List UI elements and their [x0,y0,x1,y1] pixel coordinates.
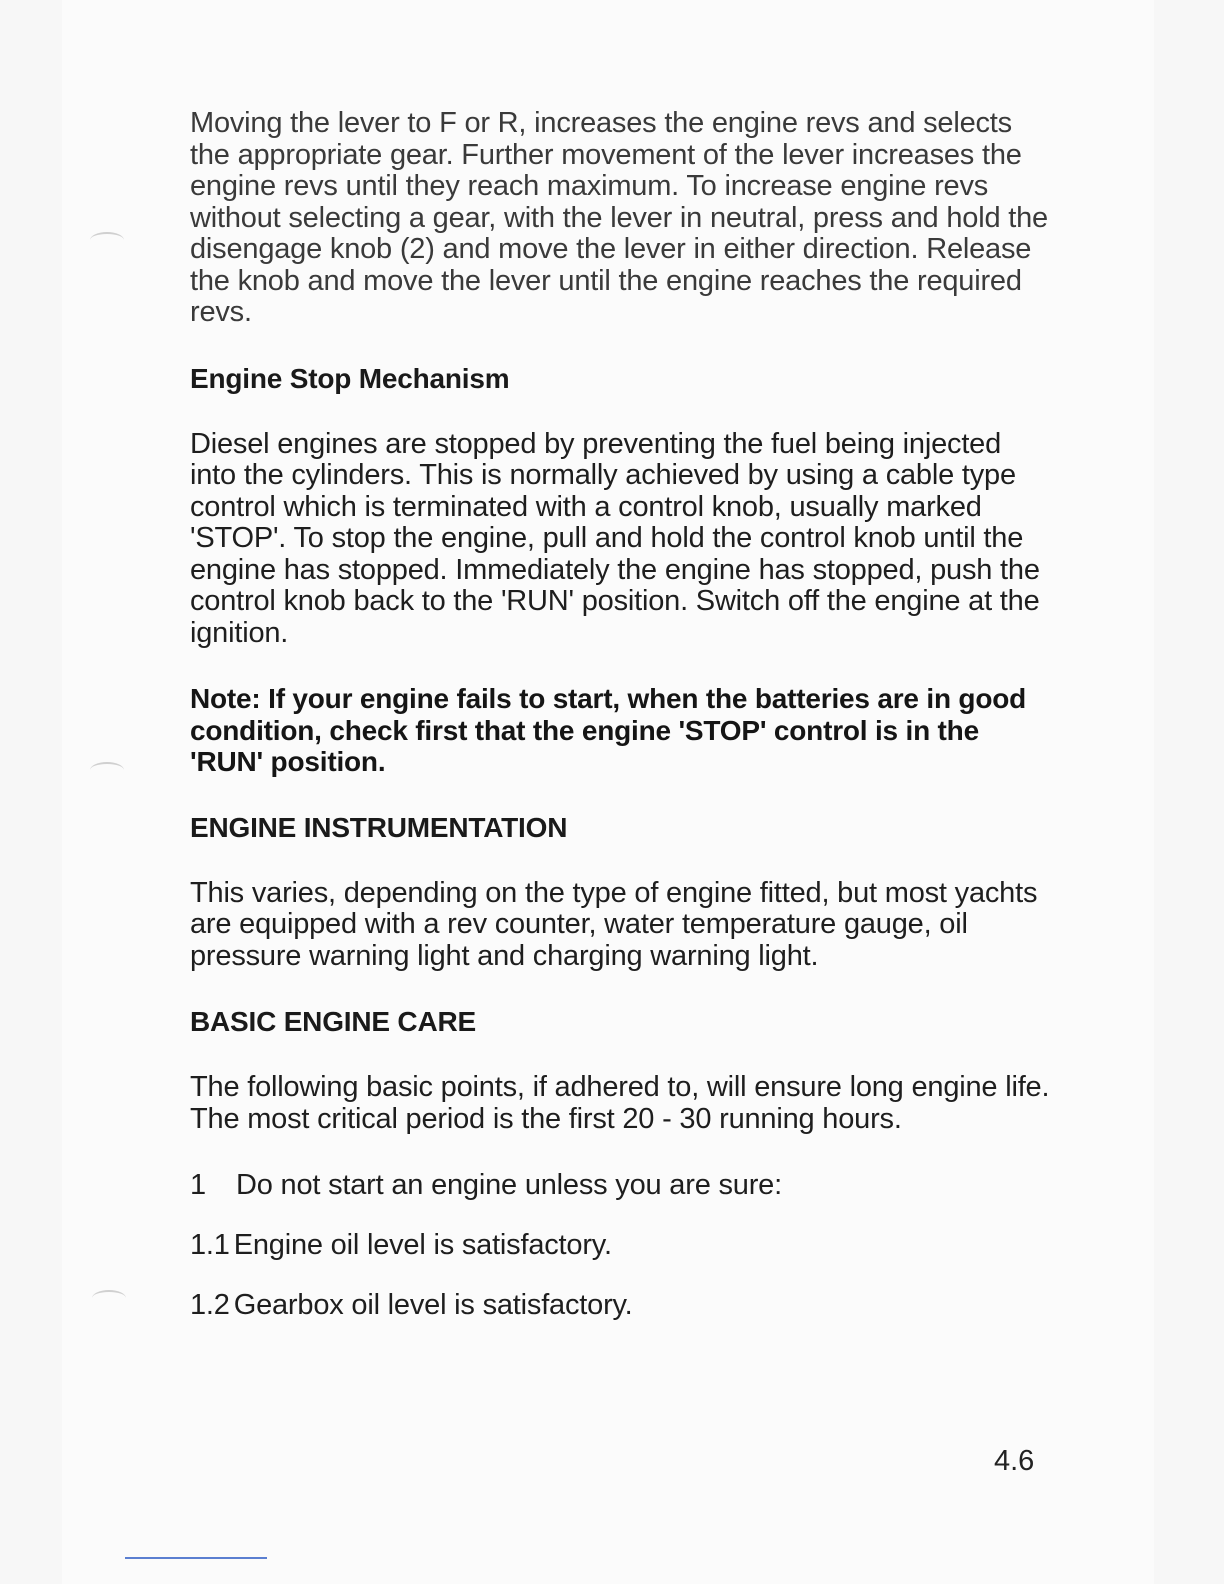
basic-engine-care-heading: BASIC ENGINE CARE [190,1006,476,1037]
list-item [190,1289,1050,1321]
list-item [190,1169,1050,1201]
note-paragraph: Note: If your engine fails to start, when the batteries are in good condition, check first that the engine 'STOP' control is in the 'RUN' position. [190,683,1027,777]
intro-paragraph: Moving the lever to F or R, increases the engine revs and selects the appropriate gear. Further movement of the lever increases the engine revs until they reach maximum. To increase engine revs without selecting a gear, with the lever in neutral, press and hold the disengage knob (2) and move the lever in either direction. Release the knob and move the lever until the engine reaches the required revs. [190,107,1048,328]
footer-rule [125,1557,267,1559]
list-item-number: 1 [190,1169,206,1201]
list-item [190,1229,1050,1261]
margin-mark [90,232,124,248]
engine-stop-paragraph: Diesel engines are stopped by preventing the fuel being injected into the cylinders. This is normally achieved by using a cable type control which is terminated with a control knob, usually marked 'STOP'. To stop the engine, pull and hold the control knob until the engine has stopped. Immediately the engine has stopped, push the control knob back to the 'RUN' position. Switch off the engine at the ignition. [190,427,1040,649]
margin-mark [92,1290,126,1306]
document-content [190,108,1050,1321]
page-number: 4.6 [994,1445,1035,1477]
list-item-text: Do not start an engine unless you are sure: [236,1169,782,1201]
list-item-text: Gearbox oil level is satisfactory. [233,1289,633,1321]
basic-engine-care-paragraph: The following basic points, if adhered to, will ensure long engine life. The most critical period is the first 20 - 30 running hours. [190,1071,1050,1135]
engine-instrumentation-heading: ENGINE INSTRUMENTATION [190,811,568,843]
list-item-text: Engine oil level is satisfactory. [233,1229,612,1261]
engine-instrumentation-paragraph: This varies, depending on the type of engine fitted, but most yachts are equipped with a rev counter, water temperature gauge, oil pressure warning light and charging warning light. [190,876,1038,972]
margin-mark [90,762,124,778]
list-item-number: 1.1 [190,1229,230,1261]
engine-stop-heading: Engine Stop Mechanism [190,362,510,394]
list-item-number: 1.2 [190,1289,230,1321]
